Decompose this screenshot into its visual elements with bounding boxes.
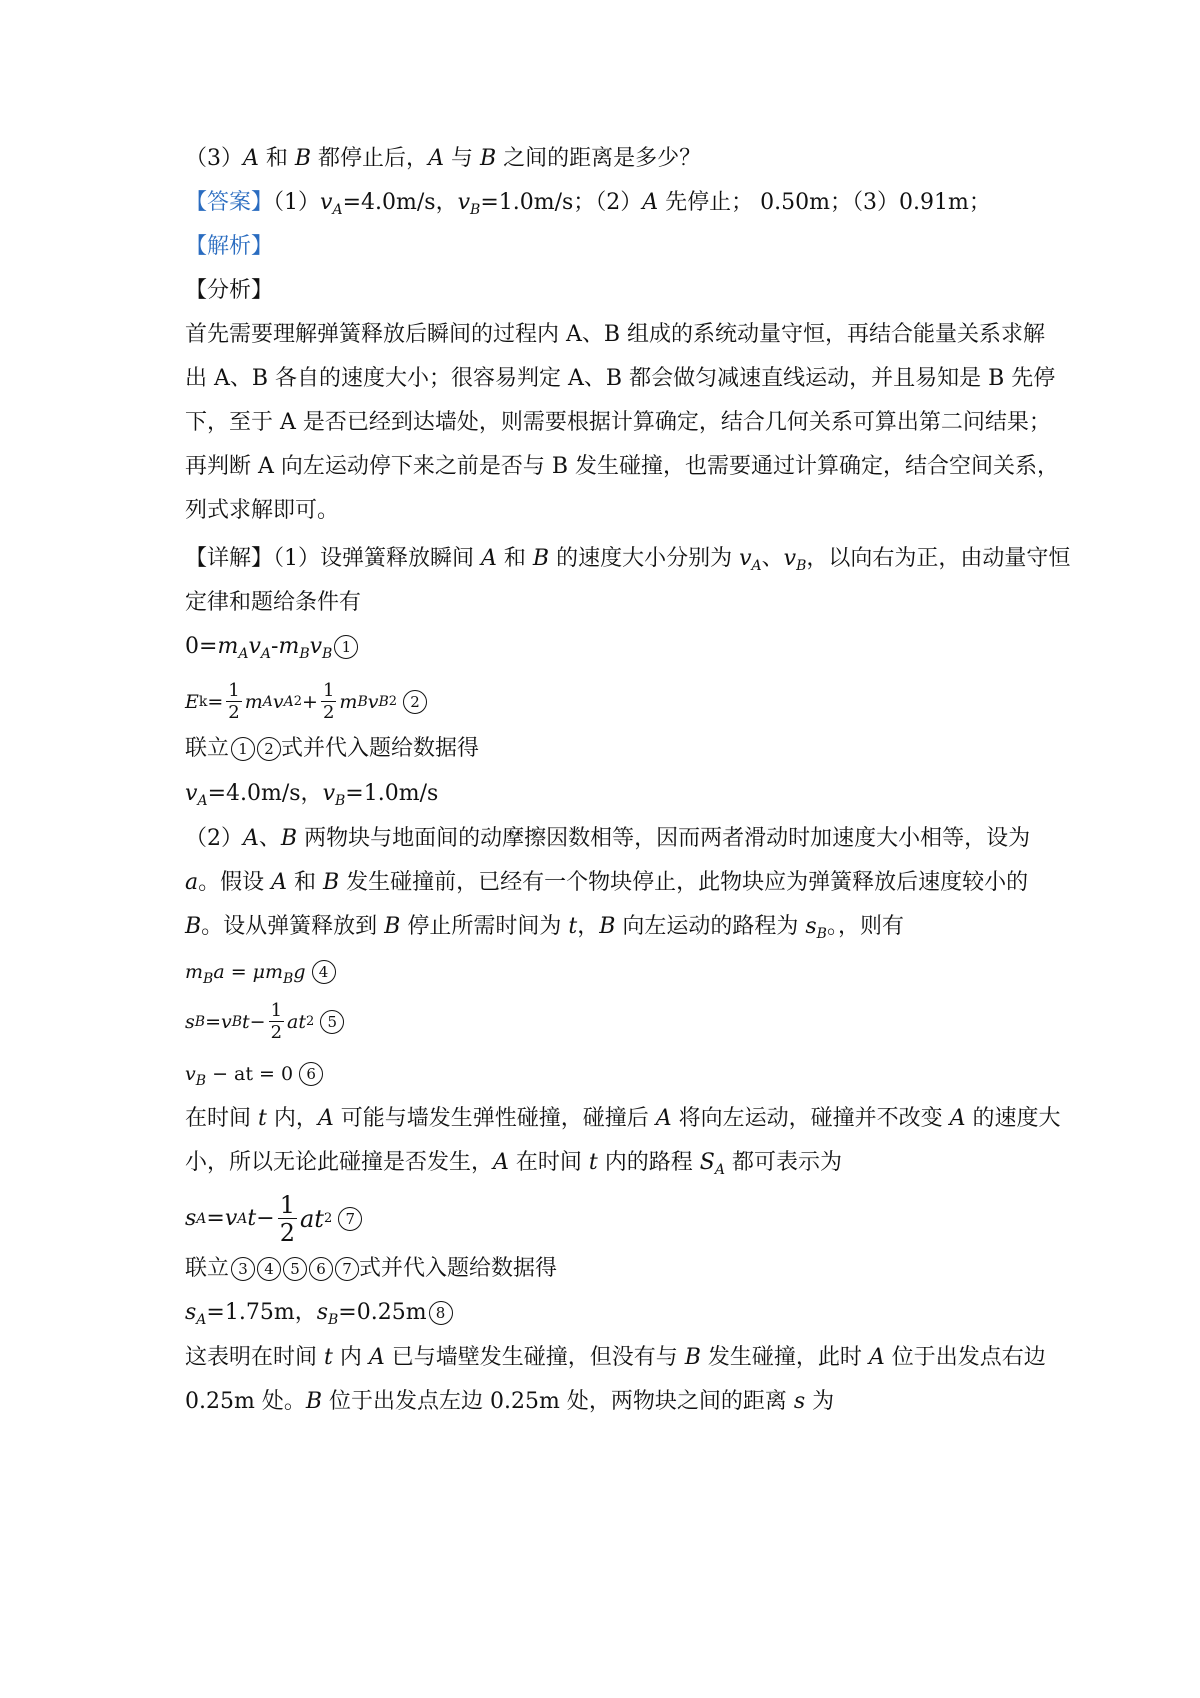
var-b: B (599, 914, 616, 939)
subscript: B (195, 1073, 207, 1089)
part2-line-2 (185, 869, 1035, 897)
part3-line-1 (185, 1105, 1061, 1133)
subscript: A (197, 793, 208, 809)
var-a: A (949, 1106, 966, 1131)
text: 和 (258, 146, 295, 171)
denominator: 2 (228, 702, 240, 723)
analysis-tag: 【解析】 (185, 234, 274, 259)
var-accel: a (213, 961, 225, 983)
equation-number: 6 (299, 1062, 323, 1086)
var-at: at (299, 1205, 324, 1233)
text: 联立 (185, 1256, 230, 1281)
equation-5: s B = v B t − $\frac{1}{2}$ at 2 5 (185, 998, 1035, 1046)
var-a: A (868, 1345, 885, 1370)
equation-number: 6 (309, 1257, 333, 1281)
var-a: A (655, 1106, 672, 1131)
text: =1.0m/s；（2） (480, 190, 643, 215)
var-s: s (316, 1300, 328, 1325)
text: 将向左运动，碰撞并不改变 (671, 1106, 950, 1131)
var-t: t (568, 914, 578, 939)
text: 、 (258, 826, 281, 851)
equation-number: 4 (312, 960, 336, 984)
subscript: B (816, 926, 827, 942)
var-b: B (532, 546, 550, 571)
subscript: A (751, 558, 762, 574)
subscript: B (283, 971, 294, 987)
text: =1.0m/s (345, 781, 439, 806)
part3-line-2 (185, 1149, 1035, 1177)
var-a: A (243, 146, 259, 171)
var-b: B (305, 1389, 323, 1414)
text: − at = 0 (206, 1063, 294, 1085)
result-2 (185, 1299, 1035, 1327)
text: 在时间 (185, 1106, 258, 1131)
text: 这表明在时间 (185, 1345, 324, 1370)
var-a: A (428, 146, 444, 171)
var-b: B (684, 1345, 701, 1370)
var-accel: a (185, 870, 199, 895)
text: + (302, 691, 318, 713)
equation-4 (185, 958, 1035, 986)
text: 内的路程 (597, 1150, 700, 1175)
subscript: A (283, 694, 294, 710)
var-v: v (224, 1206, 238, 1231)
var-v: v (185, 1063, 196, 1085)
text: − (249, 1011, 266, 1033)
equation-number: 3 (231, 1257, 255, 1281)
text: 的速度大小分别为 (549, 546, 740, 571)
subscript: B (470, 202, 481, 218)
text: （1）设弹簧释放瞬间 (273, 546, 482, 571)
var-v: v (220, 1011, 232, 1033)
text: 与 (443, 146, 480, 171)
fenxi-line: 列式求解即可。 (185, 498, 340, 523)
subscript: B (357, 694, 368, 710)
text: 式并代入题给数据得 (281, 736, 480, 761)
subscript: A (260, 646, 271, 662)
denominator: 2 (279, 1219, 295, 1247)
text: 停止所需时间为 (400, 914, 569, 939)
var-mu: μ (252, 961, 266, 983)
text: =4.0m/s， (207, 781, 323, 806)
text: 在时间 (508, 1150, 589, 1175)
equation-number: 1 (334, 635, 358, 659)
fenxi-line: 首先需要理解弹簧释放后瞬间的过程内 A、B 组成的系统动量守恒，再结合能量关系求解 (185, 322, 1046, 347)
var-g: g (293, 961, 306, 983)
var-t: t (258, 1106, 267, 1131)
var-v: v (322, 781, 335, 806)
denominator: 2 (270, 1022, 283, 1043)
var-m: m (185, 961, 204, 983)
var-b: B (280, 826, 298, 851)
var-b: B (294, 146, 312, 171)
var-m: m (339, 691, 358, 713)
text: 和 (496, 546, 533, 571)
text: 之间的距离是多少？ (496, 146, 702, 171)
fenxi-tag: 【分析】 (185, 278, 274, 303)
subscript: A (714, 1162, 725, 1178)
text: = (224, 961, 253, 983)
text: 联立 (185, 736, 230, 761)
var-m: m (265, 961, 284, 983)
text: ， (577, 914, 600, 939)
text: 式并代入题给数据得 (359, 1256, 558, 1281)
detail-tag: 【详解】 (185, 546, 274, 571)
var-t: t (247, 1206, 257, 1231)
text: = (205, 1011, 221, 1033)
subscript: B (335, 793, 346, 809)
var-v: v (272, 691, 284, 713)
text: 、 (761, 546, 784, 571)
equation-number: 5 (320, 1010, 344, 1034)
q3-prefix: （3） (185, 146, 243, 171)
text: 发生碰撞，此时 (700, 1345, 869, 1370)
var-v: v (739, 546, 752, 571)
equation-number: 7 (335, 1257, 359, 1281)
part4-line-1 (185, 1344, 1046, 1372)
answer-line (185, 189, 1035, 217)
text: 。设从弹簧释放到 (201, 914, 385, 939)
var-s: s (185, 1206, 197, 1231)
var-s: s (185, 1300, 197, 1325)
numerator: 1 (279, 1191, 295, 1219)
text: 已与墙壁发生碰撞，但没有与 (384, 1345, 685, 1370)
subscript: B (796, 558, 807, 574)
var-b: B (323, 870, 340, 895)
text: 先停止； 0.50m；（3）0.91m； (658, 190, 991, 215)
denominator: 2 (322, 702, 335, 723)
fenxi-line: 再判断 A 向左运动停下来之前是否与 B 发生碰撞，也需要通过计算确定，结合空间关系， (185, 454, 1060, 479)
fraction (269, 1002, 284, 1042)
var-b: B (479, 146, 497, 171)
text: 0.25m 处。 (185, 1389, 306, 1414)
var-b: B (384, 914, 401, 939)
var-b: B (185, 914, 202, 939)
var-s: s (793, 1389, 806, 1414)
text: 。，则有 (826, 914, 904, 939)
var-e: E (185, 691, 199, 713)
text: 向左运动的路程为 (615, 914, 806, 939)
numerator: 1 (228, 680, 240, 701)
subscript: A (262, 694, 273, 710)
question-3 (185, 145, 1035, 173)
answer-tag: 【答案】 (185, 190, 274, 215)
var-v: v (367, 691, 379, 713)
text: 和 (287, 870, 324, 895)
text: 内 (332, 1345, 369, 1370)
subscript: B (299, 646, 310, 662)
fraction (226, 682, 241, 722)
equation-number: 1 (231, 737, 255, 761)
equation-number: 7 (338, 1207, 362, 1231)
part2-line-3 (185, 913, 1035, 941)
equation-7: s A = v A t − $\frac{1}{2}$ at 2 7 (185, 1190, 1035, 1248)
var-m: m (278, 634, 300, 659)
var-v: v (248, 634, 261, 659)
subscript: B (322, 646, 333, 662)
text: 内， (266, 1106, 318, 1131)
var-t: t (242, 1011, 250, 1033)
text: 。假设 (198, 870, 272, 895)
text: = (207, 691, 224, 713)
text: =4.0m/s， (342, 190, 458, 215)
text: 位于出发点左边 0.25m 处，两物块之间的距离 (322, 1389, 794, 1414)
var-a: A (368, 1345, 385, 1370)
text: 可能与墙发生弹性碰撞，碰撞后 (333, 1106, 656, 1131)
var-m: m (244, 691, 263, 713)
text: 位于出发点右边 (884, 1345, 1046, 1370)
var-s: s (185, 1011, 195, 1033)
part2-line-1 (185, 825, 1035, 853)
text: =1.75m， (206, 1300, 317, 1325)
text: 都停止后， (311, 146, 429, 171)
subscript: A (238, 646, 249, 662)
subscript: B (328, 1312, 339, 1328)
subscript: B (231, 1014, 243, 1030)
result-1 (185, 780, 1035, 808)
equation-number: 2 (403, 690, 427, 714)
text: 发生碰撞前，已经有一个物块停止，此物块应为弹簧释放后速度较小的 (339, 870, 1029, 895)
subscript: B (194, 1014, 206, 1030)
equation-number: 8 (429, 1301, 453, 1325)
subscript: B (378, 694, 389, 710)
equation-number: 4 (257, 1257, 281, 1281)
text: =0.25m (338, 1300, 427, 1325)
fraction (278, 1193, 297, 1245)
text: 0= (185, 634, 218, 659)
text: − (256, 1206, 275, 1231)
detail-line-1 (185, 545, 1071, 574)
equation-1 (185, 633, 1035, 661)
subscript: A (196, 1211, 207, 1227)
text: 的速度大 (965, 1106, 1061, 1131)
text: - (271, 634, 279, 659)
text: ，以向右为正，由动量守恒 (806, 546, 1071, 571)
subscript: B (203, 971, 214, 987)
var-t: t (588, 1150, 598, 1175)
detail-line-2: 定律和题给条件有 (185, 590, 362, 615)
combine-line-2 (185, 1255, 1035, 1283)
var-s: s (805, 914, 817, 939)
fenxi-line: 出 A、B 各自的速度大小；很容易判定 A、B 都会做匀减速直线运动，并且易知是 B 先停 (185, 366, 1056, 391)
var-a: A (243, 826, 259, 851)
var-v: v (185, 781, 198, 806)
subscript: A (237, 1211, 248, 1227)
var-v: v (457, 190, 471, 215)
var-a: A (493, 1150, 509, 1175)
var-a: A (317, 1106, 334, 1131)
text: （1） (273, 190, 321, 215)
var-at: at (287, 1011, 306, 1033)
fenxi-line: 下，至于 A 是否已经到达墙处，则需要根据计算确定，结合几何关系可算出第二问结果； (185, 410, 1051, 435)
var-s: S (699, 1150, 715, 1175)
var-v: v (783, 546, 797, 571)
fraction (321, 682, 336, 722)
var-a: A (271, 870, 288, 895)
var-v: v (309, 634, 323, 659)
equation-number: 2 (257, 737, 281, 761)
equation-2: E k = $\frac{1}{2}$ m A v A 2 + $\frac{1}{2}$ m B v B 2 2 (185, 678, 1035, 726)
text: = (206, 1206, 225, 1231)
numerator: 1 (322, 680, 335, 701)
numerator: 1 (270, 1000, 283, 1021)
text: 两物块与地面间的动摩擦因数相等，因而两者滑动时加速度大小相等，设为 (297, 826, 1031, 851)
subscript: A (332, 202, 343, 218)
part4-line-2 (185, 1388, 1035, 1416)
var-m: m (217, 634, 239, 659)
equation-number: 5 (283, 1257, 307, 1281)
text: 都可表示为 (724, 1150, 842, 1175)
subscript: A (196, 1312, 207, 1328)
var-a: A (642, 190, 659, 215)
text: 为 (805, 1389, 835, 1414)
equation-6 (185, 1060, 1035, 1088)
text: 小，所以无论此碰撞是否发生， (185, 1150, 494, 1175)
var-t: t (324, 1345, 333, 1370)
var-v: v (320, 190, 333, 215)
var-a: A (481, 546, 497, 571)
text: （2） (185, 826, 243, 851)
combine-line-1 (185, 735, 1035, 763)
